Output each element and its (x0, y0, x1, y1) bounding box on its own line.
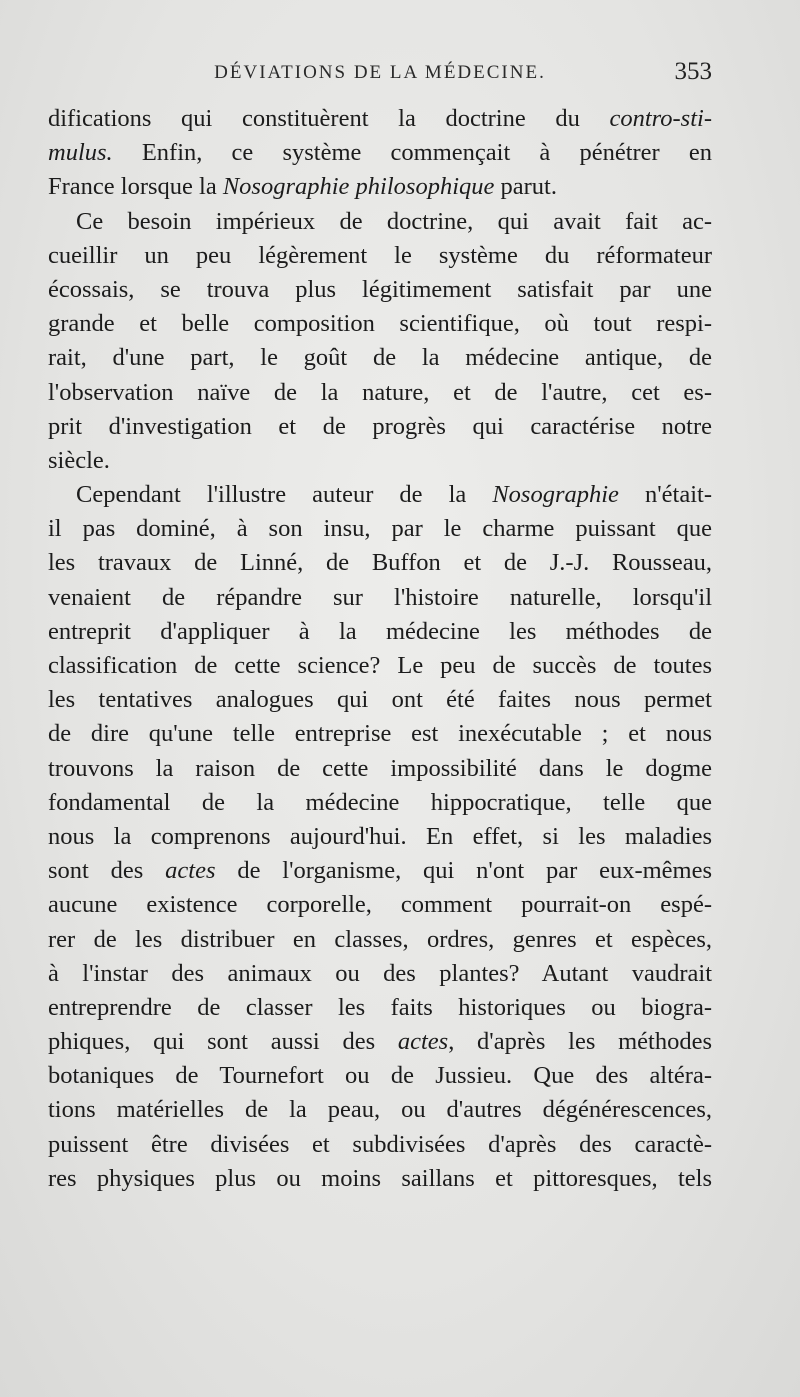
text-segment: classification de cette science? Le peu de succès de toutes (48, 652, 712, 679)
text-segment: res physiques plus ou moins saillans et pittoresques, tels (48, 1164, 712, 1192)
text-line (48, 820, 712, 854)
text-line (48, 717, 712, 751)
italic-text: Nosographie (492, 481, 619, 509)
italic-text: mulus. (48, 139, 113, 167)
text-segment: botaniques de Tournefort ou de Jussieu. Que des altéra- (48, 1062, 712, 1090)
text-line (48, 239, 712, 273)
text-segment: les tentatives analogues qui ont été faites nous permet (48, 686, 712, 714)
text-segment: les travaux de Linné, de Buffon et de J.-J. Rousseau, (48, 549, 712, 577)
text-line (48, 581, 712, 615)
text-segment: l'observation naïve de la nature, et de l'autre, cet es- (48, 378, 712, 406)
text-segment: Ce besoin impérieux de doctrine, qui avait fait ac- (76, 207, 712, 235)
italic-text: contro-sti- (609, 105, 712, 132)
text-line (48, 341, 712, 375)
text-line (48, 205, 712, 239)
page-number: 353 (674, 58, 712, 85)
italic-text: actes (165, 857, 216, 885)
text-line (48, 786, 712, 820)
text-line (48, 102, 712, 136)
text-line (48, 1025, 712, 1059)
text-segment: Cependant l'illustre auteur de la (76, 481, 493, 509)
text-segment: difications qui constituèrent la doctrine du (48, 105, 610, 132)
italic-text: actes (397, 1028, 449, 1056)
text-segment: prit d'investigation et de progrès qui caractérise notre (48, 412, 712, 440)
text-segment: rer de les distribuer en classes, ordres, genres et espèces, (48, 925, 712, 953)
text-line (48, 307, 712, 341)
text-line (48, 273, 712, 307)
text-segment: nous la comprenons aujourd'hui. En effet, si les maladies (48, 822, 712, 850)
text-line (48, 649, 712, 683)
text-segment: phiques, qui sont aussi des (48, 1028, 398, 1056)
text-segment: puissent être divisées et subdivisées d'après des caractè- (48, 1130, 712, 1158)
text-line (48, 957, 712, 991)
text-segment: entreprendre de classer les faits historiques ou biogra- (48, 993, 712, 1021)
text-line (48, 888, 712, 922)
text-line (48, 1162, 712, 1196)
text-segment: cueillir un peu légèrement le système du réformateur (48, 241, 712, 269)
text-line (48, 512, 712, 546)
text-line (48, 752, 712, 786)
text-segment: aucune existence corporelle, comment pourrait-on espé- (48, 891, 712, 919)
text-line (48, 1059, 712, 1093)
text-line (48, 170, 712, 204)
text-segment: à l'instar des animaux ou des plantes? Autant vaudrait (48, 959, 712, 987)
text-segment: de dire qu'une telle entreprise est inexécutable ; et nous (48, 720, 712, 748)
text-segment: siècle. (48, 446, 110, 474)
text-line (48, 1128, 712, 1162)
running-head: DÉVIATIONS DE LA MÉDECINE. (214, 62, 546, 83)
text-segment: sont des (48, 857, 166, 885)
text-segment: parut. (494, 173, 557, 201)
text-line (48, 410, 712, 444)
page-header (48, 58, 712, 92)
text-segment: rait, d'une part, le goût de la médecine antique, de (48, 344, 712, 372)
text-segment: Enfin, ce système commençait à pénétrer en (112, 139, 712, 167)
text-line (48, 683, 712, 717)
text-line (48, 615, 712, 649)
text-line (48, 136, 712, 170)
text-line (48, 923, 712, 957)
text-line (48, 444, 712, 478)
text-segment: fondamental de la médecine hippocratique, telle que (48, 788, 712, 816)
text-segment: n'était- (618, 481, 712, 509)
italic-text: Nosographie philosophique (222, 173, 495, 201)
body-text (48, 102, 712, 1196)
text-line (48, 854, 712, 888)
text-segment: trouvons la raison de cette impossibilité dans le dogme (48, 754, 712, 782)
text-segment: France lorsque la (48, 173, 223, 201)
text-segment: entreprit d'appliquer à la médecine les méthodes de (48, 617, 712, 645)
text-segment: , d'après les méthodes (448, 1028, 712, 1056)
text-segment: venaient de répandre sur l'histoire naturelle, lorsqu'il (48, 583, 712, 611)
text-line (48, 376, 712, 410)
text-segment: écossais, se trouva plus légitimement satisfait par une (48, 275, 712, 303)
text-segment: tions matérielles de la peau, ou d'autres dégénérescences, (48, 1096, 712, 1124)
text-line (48, 546, 712, 580)
text-line (48, 991, 712, 1025)
text-line (48, 1093, 712, 1127)
text-segment: il pas dominé, à son insu, par le charme puissant que (48, 515, 712, 543)
text-segment: grande et belle composition scientifique, où tout respi- (48, 310, 712, 338)
text-segment: de l'organisme, qui n'ont par eux-mêmes (215, 857, 712, 885)
text-line (48, 478, 712, 512)
